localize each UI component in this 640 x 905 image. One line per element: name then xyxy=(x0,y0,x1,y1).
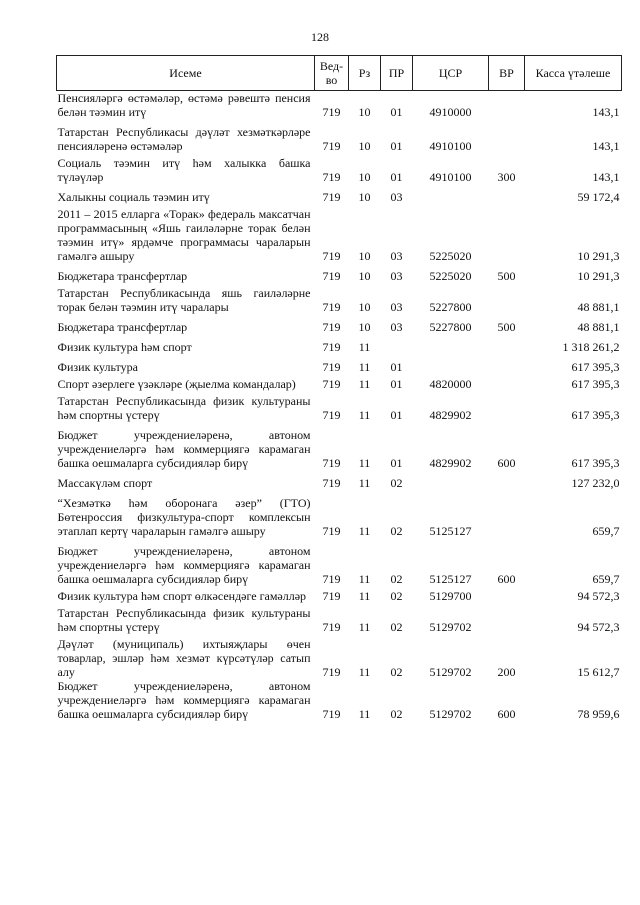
page-number: 128 xyxy=(311,30,329,44)
row-amount-cell: 94 572,3 xyxy=(577,620,620,634)
row-rz-cell: 11 xyxy=(358,377,371,391)
row-amount-cell: 659,7 xyxy=(592,524,620,538)
row-csr-cell xyxy=(413,184,489,204)
row-name-cell: Физик культура xyxy=(57,360,138,374)
row-name-cell: Массакүләм спорт xyxy=(57,476,153,490)
row-vr-cell xyxy=(489,204,525,263)
row-rz-cell: 11 xyxy=(358,707,371,721)
row-ved-cell: 719 xyxy=(322,707,341,721)
row-name-cell: Бюджет учреждениеләренә, автоном учреждениеләргә һәм коммерциягә карамаган башка оешмаларга субсидияләр бирү xyxy=(57,428,311,470)
header-pr: ПР xyxy=(381,56,413,91)
row-pr-cell: 01 xyxy=(390,456,403,470)
table-row xyxy=(57,391,622,422)
row-amount-cell: 59 172,4 xyxy=(577,190,620,204)
row-csr-cell xyxy=(413,334,489,354)
row-csr-cell: 5129700 xyxy=(429,589,472,603)
row-rz-cell: 11 xyxy=(358,589,371,603)
row-ved-cell: 719 xyxy=(322,665,341,679)
row-vr-cell xyxy=(489,119,525,153)
table-row xyxy=(57,679,622,721)
row-name-cell: “Хезмәткә һәм оборонага әзер” (ГТО) Бөтенроссия физкультура-спорт комплексын этаплап кертү чараларын гамәлгә ашыру xyxy=(57,496,311,538)
row-name-cell: Бюджет учреждениеләренә, автоном учреждениеләргә һәм коммерциягә карамаган башка оешмаларга субсидияләр бирү xyxy=(57,679,311,721)
row-rz-cell: 11 xyxy=(358,340,371,354)
header-name: Исеме xyxy=(57,56,315,91)
row-pr-cell: 01 xyxy=(390,377,403,391)
row-vr-cell xyxy=(489,374,525,391)
row-ved-cell: 719 xyxy=(322,105,341,119)
row-amount-cell: 1 318 261,2 xyxy=(562,340,620,354)
row-amount-cell: 48 881,1 xyxy=(577,320,620,334)
row-rz-cell: 11 xyxy=(358,620,371,634)
row-name-cell: Татарстан Республикасында физик культураны һәм спортны үстерү xyxy=(57,394,311,422)
row-amount-cell: 143,1 xyxy=(592,105,620,119)
row-csr-cell xyxy=(413,470,489,490)
row-amount-cell: 127 232,0 xyxy=(571,476,620,490)
row-pr-cell: 03 xyxy=(390,249,403,263)
row-rz-cell: 10 xyxy=(358,300,371,314)
row-amount-cell: 143,1 xyxy=(592,139,620,153)
row-ved-cell: 719 xyxy=(322,476,341,490)
header-amount: Касса үтәлеше xyxy=(525,56,622,91)
row-pr-cell: 02 xyxy=(390,707,403,721)
row-ved-cell: 719 xyxy=(322,589,341,603)
row-ved-cell: 719 xyxy=(322,320,341,334)
row-name-cell: Спорт әзерлеге үзәкләре (җыелма командалар) xyxy=(57,377,296,391)
table-row xyxy=(57,586,622,603)
table-row xyxy=(57,91,622,120)
row-pr-cell: 01 xyxy=(390,408,403,422)
row-csr-cell: 5225020 xyxy=(429,249,472,263)
row-ved-cell: 719 xyxy=(322,170,341,184)
row-vr-cell xyxy=(489,354,525,374)
table-row xyxy=(57,422,622,470)
row-amount-cell: 617 395,3 xyxy=(571,360,620,374)
row-vr-cell: 500 xyxy=(497,320,516,334)
row-rz-cell: 11 xyxy=(358,408,371,422)
row-ved-cell: 719 xyxy=(322,456,341,470)
row-amount-cell: 617 395,3 xyxy=(571,456,620,470)
row-csr-cell: 5129702 xyxy=(429,620,472,634)
row-ved-cell: 719 xyxy=(322,377,341,391)
row-name-cell: Социаль тәэмин итү һәм халыкка башка түләүләр xyxy=(57,156,311,184)
row-vr-cell: 500 xyxy=(497,269,516,283)
table-row xyxy=(57,119,622,153)
row-vr-cell xyxy=(489,470,525,490)
table-row xyxy=(57,263,622,283)
row-pr-cell: 03 xyxy=(390,269,403,283)
table-row xyxy=(57,490,622,538)
row-csr-cell: 4820000 xyxy=(429,377,472,391)
row-vr-cell xyxy=(489,184,525,204)
row-vr-cell xyxy=(489,603,525,634)
row-ved-cell: 719 xyxy=(322,190,341,204)
row-vr-cell: 600 xyxy=(497,572,516,586)
row-csr-cell: 4910000 xyxy=(429,105,472,119)
row-csr-cell: 5129702 xyxy=(429,665,472,679)
row-pr-cell: 03 xyxy=(390,300,403,314)
row-ved-cell: 719 xyxy=(322,524,341,538)
row-rz-cell: 11 xyxy=(358,360,371,374)
row-pr-cell: 03 xyxy=(390,190,403,204)
row-pr-cell: 03 xyxy=(390,320,403,334)
row-rz-cell: 11 xyxy=(358,665,371,679)
row-vr-cell xyxy=(489,586,525,603)
row-vr-cell xyxy=(489,91,525,120)
header-vr: ВР xyxy=(489,56,525,91)
row-pr-cell: 02 xyxy=(390,572,403,586)
table-row xyxy=(57,314,622,334)
table-row xyxy=(57,603,622,634)
row-vr-cell: 200 xyxy=(497,665,516,679)
table-row xyxy=(57,283,622,314)
row-amount-cell: 617 395,3 xyxy=(571,408,620,422)
row-pr-cell: 01 xyxy=(390,139,403,153)
row-amount-cell: 15 612,7 xyxy=(577,665,620,679)
row-ved-cell: 719 xyxy=(322,408,341,422)
table-row xyxy=(57,153,622,184)
table-row xyxy=(57,334,622,354)
row-vr-cell: 300 xyxy=(497,170,516,184)
table-row xyxy=(57,374,622,391)
row-csr-cell: 4910100 xyxy=(429,139,472,153)
row-pr-cell: 02 xyxy=(390,589,403,603)
row-vr-cell xyxy=(489,283,525,314)
row-amount-cell: 10 291,3 xyxy=(577,269,620,283)
row-ved-cell: 719 xyxy=(322,269,341,283)
row-name-cell: Пенсияләргә өстәмәләр, өстәмә рәвештә пенсия белән тәэмин итү xyxy=(57,91,311,119)
row-name-cell: Бюджетара трансфертлар xyxy=(57,269,188,283)
row-name-cell: Дәүләт (муниципаль) ихтыяҗлары өчен товарлар, эшләр һәм хезмәт күрсәтүләр сатып алу xyxy=(57,637,311,679)
row-name-cell: 2011 – 2015 елларга «Торак» федераль максатчан программасының «Яшь гаиләләрне торак белән тәэмин итү» ярдәмче программасы чараларын гамәлгә ашыру xyxy=(57,207,311,263)
row-csr-cell: 5227800 xyxy=(429,300,472,314)
header-ved: Вед-во xyxy=(315,56,349,91)
row-name-cell: Бюджетара трансфертлар xyxy=(57,320,188,334)
row-name-cell: Физик культура һәм спорт xyxy=(57,340,192,354)
row-name-cell: Физик культура һәм спорт өлкәсендәге гамәлләр xyxy=(57,589,307,603)
row-ved-cell: 719 xyxy=(322,360,341,374)
row-name-cell: Халыкны социаль тәэмин итү xyxy=(57,190,210,204)
row-vr-cell xyxy=(489,391,525,422)
row-amount-cell: 143,1 xyxy=(592,170,620,184)
row-csr-cell xyxy=(413,354,489,374)
row-csr-cell: 4829902 xyxy=(429,456,472,470)
row-name-cell: Татарстан Республикасында яшь гаиләләрне торак белән тәэмин итү чаралары xyxy=(57,286,311,314)
row-ved-cell: 719 xyxy=(322,572,341,586)
row-vr-cell: 600 xyxy=(497,456,516,470)
row-name-cell: Татарстан Республикасында физик культураны һәм спортны үстерү xyxy=(57,606,311,634)
table-row xyxy=(57,354,622,374)
row-ved-cell: 719 xyxy=(322,620,341,634)
table-row xyxy=(57,184,622,204)
row-pr-cell: 01 xyxy=(390,360,403,374)
row-amount-cell: 10 291,3 xyxy=(577,249,620,263)
row-pr-cell: 01 xyxy=(390,105,403,119)
budget-table xyxy=(56,55,622,721)
row-pr-cell: 02 xyxy=(390,524,403,538)
table-header-row xyxy=(57,56,622,91)
row-csr-cell: 4829902 xyxy=(429,408,472,422)
row-csr-cell: 5125127 xyxy=(429,524,472,538)
table-row xyxy=(57,538,622,586)
row-csr-cell: 5227800 xyxy=(429,320,472,334)
table-row xyxy=(57,634,622,679)
row-amount-cell: 617 395,3 xyxy=(571,377,620,391)
row-ved-cell: 719 xyxy=(322,300,341,314)
row-csr-cell: 5129702 xyxy=(429,707,472,721)
row-pr-cell: 02 xyxy=(390,620,403,634)
row-vr-cell xyxy=(489,334,525,354)
row-csr-cell: 4910100 xyxy=(429,170,472,184)
row-pr-cell: 02 xyxy=(390,476,403,490)
row-amount-cell: 48 881,1 xyxy=(577,300,620,314)
header-csr: ЦСР xyxy=(413,56,489,91)
row-rz-cell: 10 xyxy=(358,269,371,283)
row-rz-cell: 11 xyxy=(358,456,371,470)
table-row xyxy=(57,204,622,263)
row-rz-cell: 10 xyxy=(358,105,371,119)
row-name-cell: Бюджет учреждениеләренә, автоном учреждениеләргә һәм коммерциягә карамаган башка оешмаларга субсидияләр бирү xyxy=(57,544,311,586)
table-row xyxy=(57,470,622,490)
row-amount-cell: 94 572,3 xyxy=(577,589,620,603)
row-ved-cell: 719 xyxy=(322,340,341,354)
row-pr-cell: 01 xyxy=(390,170,403,184)
row-rz-cell: 10 xyxy=(358,190,371,204)
row-rz-cell: 10 xyxy=(358,249,371,263)
row-csr-cell: 5225020 xyxy=(429,269,472,283)
row-ved-cell: 719 xyxy=(322,139,341,153)
row-rz-cell: 11 xyxy=(358,524,371,538)
row-vr-cell xyxy=(489,490,525,538)
row-amount-cell: 659,7 xyxy=(592,572,620,586)
header-rz: Рз xyxy=(349,56,381,91)
row-rz-cell: 11 xyxy=(358,572,371,586)
row-rz-cell: 10 xyxy=(358,170,371,184)
row-rz-cell: 10 xyxy=(358,139,371,153)
row-pr-cell xyxy=(381,334,413,354)
row-pr-cell: 02 xyxy=(390,665,403,679)
row-name-cell: Татарстан Республикасы дәүләт хезмәткәрләре пенсияләренә өстәмәләр xyxy=(57,125,311,153)
row-ved-cell: 719 xyxy=(322,249,341,263)
row-amount-cell: 78 959,6 xyxy=(577,707,620,721)
row-csr-cell: 5125127 xyxy=(429,572,472,586)
row-vr-cell: 600 xyxy=(497,707,516,721)
row-rz-cell: 11 xyxy=(358,476,371,490)
row-rz-cell: 10 xyxy=(358,320,371,334)
